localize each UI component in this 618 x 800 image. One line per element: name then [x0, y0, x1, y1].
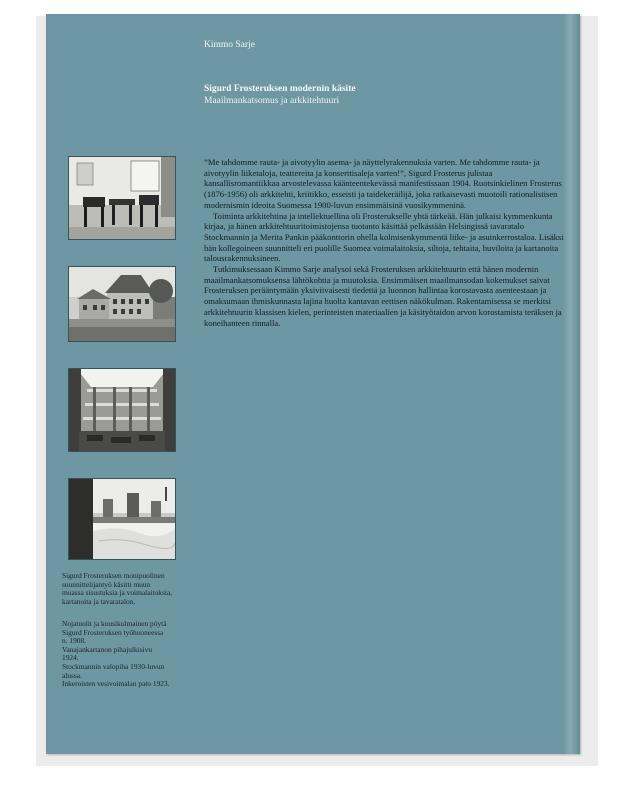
- blurb-paragraph: Tutkimuksessaan Kimmo Sarje analysoi sekä Frosteruksen arkkitehtuurin että hänen modernin maailmankatsomuksensa lähtökohtia ja muutoksia. Ensimmäisen maailmansodan kokemukset saivat Frosteruksen perääntymään yksiviivaisesti tiedettä ja luonnon hallintaa korostavasta asenteestaan ja omaksumaan ihmiskunnasta lajina huolta kantavan eettisen näkökulman. Rakentamisessa se merkitsi arkkitehtuurin klassisen kielen, perinteisten materiaalien ja käsityötaidon arvon korostamista teräksen ja koneihanteen rinnalla.: [204, 264, 562, 328]
- blurb-paragraph: ”Me tahdomme rauta- ja aivotyylin asema- ja näyttelyrakennuksia varten. Me tahdomme rauta- ja aivotyylin liiketaloja, teattereita ja konserttisaleja varten!”, Sigurd Frosterus julistaa kansallisromantiikkaa arvostelevassa käänteentekevässä manifestissaan 1904. Ruotsinkielinen Frosterus (1876-1956) oli arkkitehti, kriitikko, esseisti ja taidekeräilijä, joka ratkaisevasti muotoili rationalistisen modernismin ideoita Suomessa 1900-luvun ensimmäisinä vuosikymmeninä.: [204, 157, 562, 210]
- book-subtitle: Maailmankatsomus ja arkkitehtuuri: [204, 96, 340, 106]
- blurb-text: [204, 157, 566, 328]
- caption-line: Sigurd Frosteruksen monipuolinen: [62, 571, 165, 580]
- caption-line: n. 1908.: [62, 636, 87, 646]
- caption-line: kartanoita ja tavaratalon.: [62, 596, 136, 606]
- caption-line: Stockmannin valopiha 1930-luvun: [62, 661, 165, 671]
- caption-line: suunnittelijantyö käsitti muun: [62, 579, 151, 589]
- book-spine: [562, 14, 580, 754]
- blurb-paragraph: Toiminta arkkitehtina ja intellektuellina oli Frosterukselle yhtä tärkeää. Hän julkaisi kymmenkunta kirjaa, ja hänen arkkitehtuuritoimistojensa tuotanto käsittää pelkästään Helsingissä tavaratalo Stockmannin ja Merita Pankin pääkonttorin ohella kolmisenkymmentä liike- ja asuinkerrostaloa. Lisäksi hän kollegoineen suunnitteli eri puolille Suomea voimalaitoksia, siltoja, tehtaita, huviloita ja kartanoita talousrakennuksineen.: [204, 210, 564, 264]
- caption-line: 1924.: [62, 653, 79, 663]
- caption-line: Vanajankartanon pihajulkisivu: [62, 644, 153, 654]
- caption-line: muassa sisustuksia ja voimalaitoksia,: [62, 588, 173, 598]
- caption-list: [62, 620, 182, 689]
- caption-line: Sigurd Frosteruksen työhuoneessa: [62, 627, 164, 637]
- manor-courtyard-photo: [68, 266, 176, 342]
- study-room-photo: [68, 156, 176, 240]
- department-store-atrium-photo: [68, 368, 176, 452]
- book-title: Sigurd Frosteruksen modernin käsite: [204, 84, 356, 94]
- caption-intro: [62, 572, 182, 612]
- caption-line: Nojatuolit ja kuusikulmainen pöytä: [62, 619, 167, 628]
- author-name: Kimmo Sarje: [204, 40, 255, 50]
- caption-line: alussa.: [62, 670, 82, 680]
- hydropower-dam-photo: [68, 478, 176, 560]
- caption-line: Inkeroisten vesivoimalan pato 1923.: [62, 679, 170, 689]
